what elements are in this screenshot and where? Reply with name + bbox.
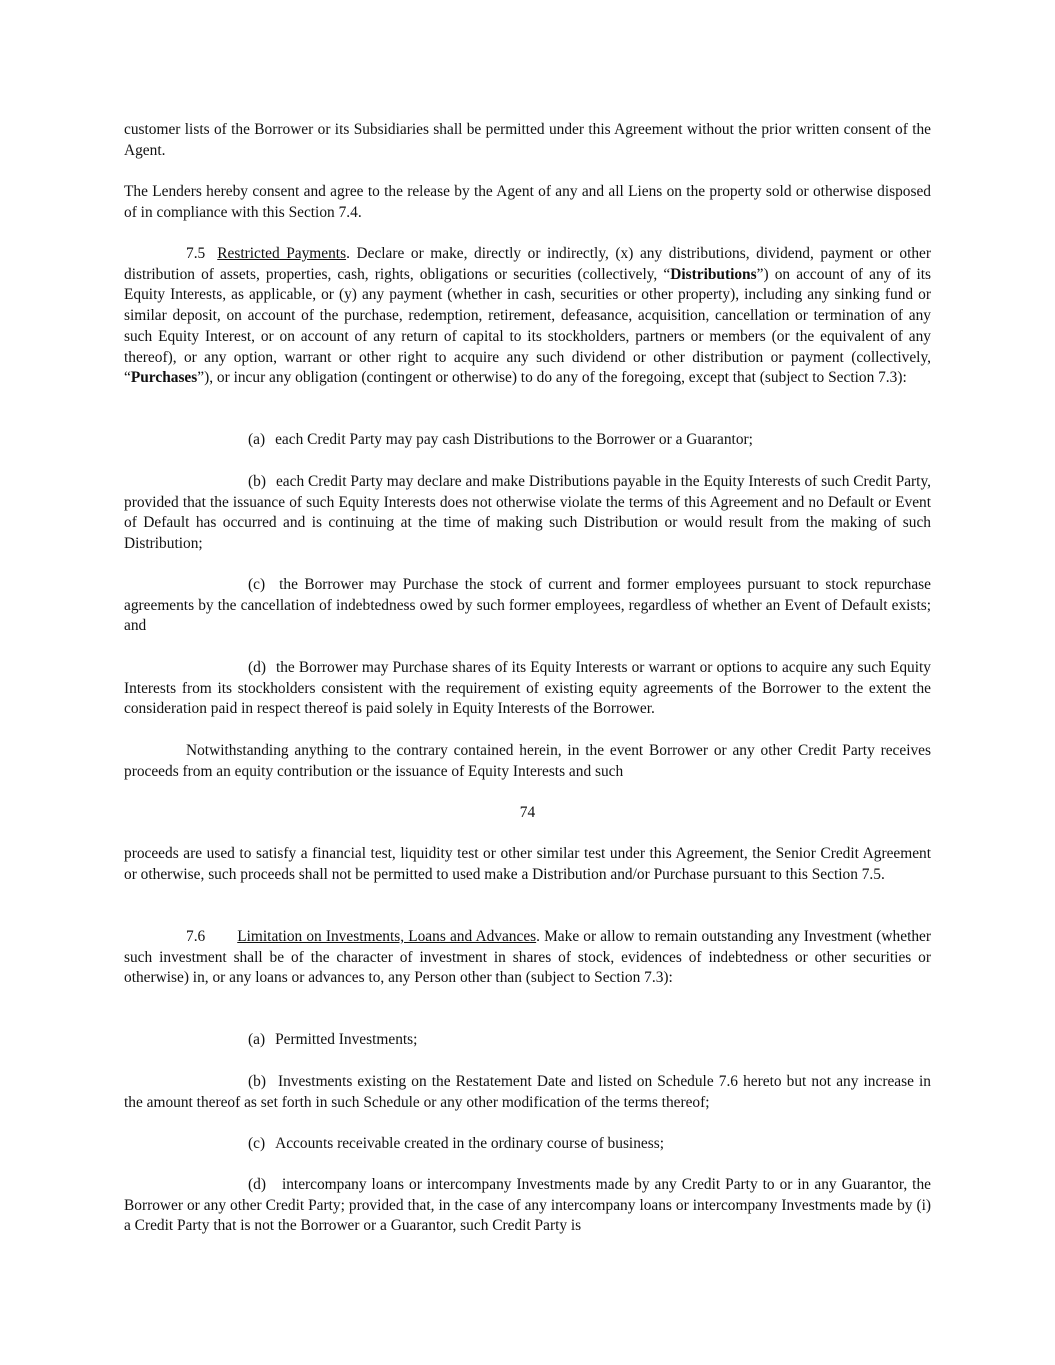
clause-label: (c) — [248, 1135, 266, 1152]
clause-b — [124, 472, 931, 555]
clause-text: Investments existing on the Restatement Date and listed on Schedule 7.6 hereto but not any increase in the amount thereof as set forth in such Schedule or any other modification of the terms thereof; — [124, 1073, 931, 1111]
clause-text: Permitted Investments; — [275, 1031, 418, 1048]
clause-a — [124, 430, 931, 451]
clause-label: (a) — [248, 431, 266, 448]
clause-text: the Borrower may Purchase the stock of current and former employees pursuant to stock repurchase agreements by the cancellation of indebtedness owed by such former employees, regardless of whether an Event of Default exists; and — [124, 576, 931, 635]
section-7-5 — [124, 244, 931, 389]
paragraph-proceeds: proceeds are used to satisfy a financial test, liquidity test or other similar test under this Agreement, the Senior Credit Agreement or otherwise, such proceeds shall not be permitted to used make a Distribution and/or Purchase pursuant to this Section 7.5. — [124, 845, 931, 883]
section-body: ”) on account of any of its Equity Interests, as applicable, or (y) any payment (whether in cash, securities or other property), including any sinking fund or similar deposit, on account of the purchase, redemption, retirement, defeasance, acquisition, cancellation or termination of any such Equity Interest, or on account of any return of capital to its stockholders, partners or members (or the equivalent of any thereof), or any option, warrant or other right to acquire any such dividend or other distribution or payment (collectively, “ — [124, 265, 931, 387]
clause-text: Accounts receivable created in the ordinary course of business; — [275, 1135, 664, 1152]
investment-clause-c — [124, 1134, 931, 1155]
clause-text: intercompany loans or intercompany Investments made by any Credit Party to or in any Guarantor, the Borrower or any other Credit Party; provided that, in the case of any intercompany loans or intercompany Investments made by (i) a Credit Party that is not the Borrower or a Guarantor, such Credit Party is — [124, 1176, 931, 1235]
section-number: 7.6 — [186, 928, 206, 945]
page-number: 74 — [519, 804, 536, 821]
section-body: . Declare or make, directly or indirectly, (x) any distributions, dividend, payment or other distribution of assets, properties, cash, rights, obligations or securities (collectively, “ — [124, 245, 932, 283]
section-title: Limitation on Investments, Loans and Advances — [237, 928, 537, 945]
clause-label: (d) — [248, 659, 266, 676]
clause-label: (b) — [248, 1073, 266, 1090]
paragraph-customer-lists: customer lists of the Borrower or its Subsidiaries shall be permitted under this Agreement without the prior written consent of the Agent. — [124, 121, 931, 159]
clause-label: (b) — [248, 473, 266, 490]
paragraph-notwithstanding: Notwithstanding anything to the contrary contained herein, in the event Borrower or any other Credit Party receives proceeds from an equity contribution or the issuance of Equity Interests and such — [124, 742, 931, 780]
clause-label: (a) — [248, 1031, 266, 1048]
clause-text: each Credit Party may declare and make Distributions payable in the Equity Interests of such Credit Party, provided that the issuance of such Equity Interests does not otherwise violate the terms of this Agreement and no Default or Event of Default has occurred and is continuing at the time of making such Distribution or would result from the making of such Distribution; — [124, 473, 931, 553]
investment-clause-a — [124, 1030, 931, 1051]
investment-clause-d — [124, 1175, 931, 1237]
paragraph-lenders-consent: The Lenders hereby consent and agree to the release by the Agent of any and all Liens on the property sold or otherwise disposed of in compliance with this Section 7.4. — [124, 183, 931, 221]
clause-text: the Borrower may Purchase shares of its Equity Interests or warrant or options to acquire any such Equity Interests from its stockholders consistent with the requirement of existing equity agreements of the Borrower to the extent the consideration paid in respect thereof is paid solely in Equity Interests of the Borrower. — [124, 659, 931, 718]
defined-term-purchases: Purchases — [130, 369, 198, 387]
section-body: ”), or incur any obligation (contingent or otherwise) to do any of the foregoing, except that (subject to Section 7.3): — [197, 369, 907, 387]
defined-term-distributions: Distributions — [670, 265, 757, 283]
clause-text: each Credit Party may pay cash Distributions to the Borrower or a Guarantor; — [275, 431, 753, 448]
clause-label: (c) — [248, 576, 266, 593]
section-body: . Make or allow to remain outstanding any Investment (whether such investment shall be of the character of investment in shares of stock, evidences of indebtedness or other securities or otherwise) in, or any loans or advances to, any Person other than (subject to Section 7.3): — [124, 928, 931, 987]
section-7-6 — [124, 927, 931, 989]
investment-clause-b — [124, 1072, 931, 1113]
section-title: Restricted Payments — [217, 245, 347, 262]
clause-label: (d) — [248, 1176, 266, 1193]
clause-d — [124, 658, 931, 720]
clause-c — [124, 575, 931, 637]
section-number: 7.5 — [186, 245, 206, 262]
